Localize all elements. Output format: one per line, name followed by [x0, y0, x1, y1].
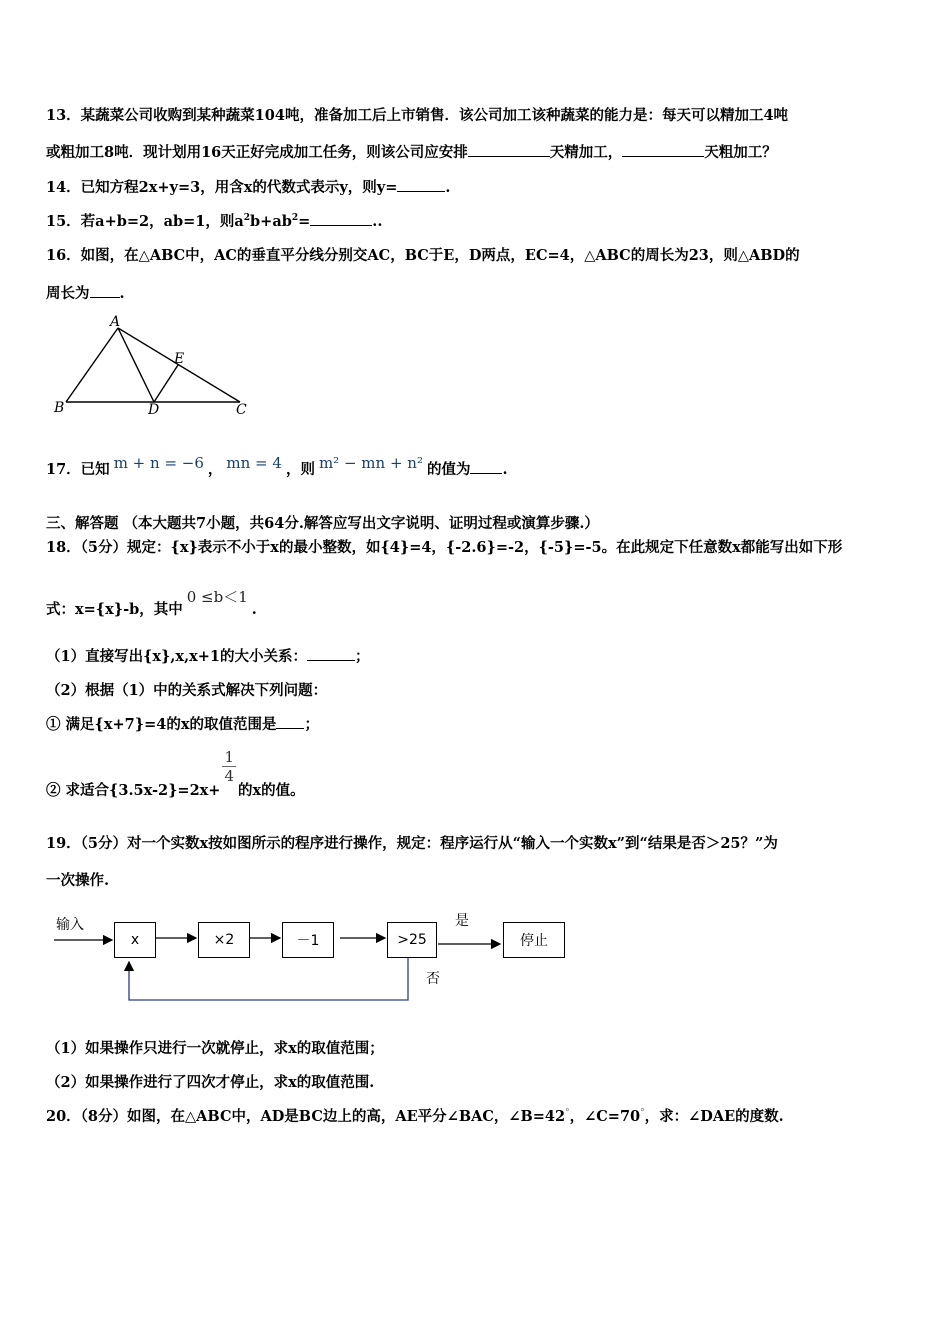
q13-text-b: 天精加工，	[549, 144, 623, 161]
q13-text-a: 或粗加工8吨．现计划用16天正好完成加工任务，则该公司应安排	[46, 144, 468, 161]
label-a: A	[110, 314, 121, 330]
segment-de	[154, 365, 178, 402]
label-d: D	[148, 402, 160, 418]
q18-line2	[46, 588, 257, 619]
q19-line1: 19．（5分）对一个实数x按如图所示的程序进行操作，规定：程序运行从“输入一个实数x”到“结果是否＞25？”为	[46, 835, 778, 852]
q17-math-3: m² − mn + n²	[318, 454, 423, 472]
q16-line1: 16．如图，在△ABC中，AC的垂直平分线分别交AC，BC于E，D两点，EC=4，△ABC的周长为23，则△ABD的	[46, 247, 800, 264]
q16-end: .	[119, 285, 125, 302]
label-e: E	[174, 351, 185, 367]
q15-a: 15．若a+b=2，ab=1，则a	[46, 213, 244, 230]
q14-text: 14．已知方程2x+y=3，用含x的代数式表示y，则y=	[46, 179, 398, 196]
label-c: C	[236, 402, 247, 418]
q18-part2: （2）根据（1）中的关系式解决下列问题：	[46, 682, 328, 699]
q18-part1	[46, 645, 370, 666]
q20-a: 20．（8分）如图，在△ABC中，AD是BC边上的高，AE平分∠BAC，∠B=42	[46, 1108, 566, 1125]
flowchart-no-label: 否	[426, 971, 440, 987]
q17-c: 的值为	[426, 461, 471, 478]
q16-line2	[46, 282, 125, 303]
q18-part2-1	[46, 713, 319, 734]
arrow-loop-back	[129, 958, 408, 1000]
q17-b: ，则	[285, 461, 315, 478]
triangle-figure	[50, 310, 260, 422]
flowchart-input-label: 输入	[56, 917, 84, 933]
q18-part1-end: ；	[355, 648, 370, 665]
q20-degree-2: °	[640, 1108, 645, 1119]
q15-b: b+ab	[250, 213, 292, 230]
q17-blank	[470, 459, 502, 474]
q14-blank	[397, 177, 445, 192]
q17-math-2: mn = 4	[226, 454, 282, 472]
q18-line2-text: 式：x={x}-b，其中	[46, 601, 183, 618]
q15-line: 15．若a+b=2，ab=1，则$a^2b+ab^2=$ ..	[46, 213, 383, 230]
q18-part2-1-blank	[276, 714, 304, 729]
q20-line	[46, 1105, 784, 1126]
q13-line2	[46, 141, 777, 162]
q18-part2-2	[46, 748, 305, 799]
q19-line2: 一次操作.	[46, 872, 110, 889]
section-3-header: 三、解答题 （本大题共7小题，共64分.解答应写出文字说明、证明过程或演算步骤.）	[46, 515, 599, 532]
q20-c: ，求：∠DAE的度数.	[644, 1108, 784, 1125]
q20-b: ，∠C=70	[569, 1108, 641, 1125]
q13-blank-2	[622, 142, 704, 157]
box-x-label: x	[130, 932, 140, 948]
box-times-2-label: ×2	[213, 932, 235, 948]
q17-end: .	[502, 461, 508, 478]
flowchart-box-gt-25	[387, 922, 437, 958]
q17-a: 17．已知	[46, 461, 110, 478]
q15-blank	[310, 211, 372, 226]
q18-part2-1-text: ① 满足{x+7}=4的x的取值范围是	[46, 716, 277, 733]
q19-part1: （1）如果操作只进行一次就停止，求x的取值范围；	[46, 1040, 384, 1057]
q18-inequality: 0 ≤b＜1	[186, 588, 248, 606]
q18-part2-2-end: 的x的值。	[238, 781, 305, 799]
q18-part1-blank	[307, 646, 355, 661]
q15-c: =	[298, 213, 311, 230]
q13-text-c: 天粗加工？	[704, 144, 777, 161]
q17-line	[46, 454, 508, 479]
box-minus-1-label: －1	[296, 933, 320, 949]
fraction-one-quarter	[222, 748, 236, 785]
fraction-denominator: 4	[224, 767, 234, 785]
q14-end: .	[445, 179, 451, 196]
q18-part2-2-text: ② 求适合{3.5x-2}=2x+	[46, 781, 221, 799]
flowchart-yes-label: 是	[455, 913, 469, 929]
q16-text: 周长为	[46, 285, 90, 302]
q18-line2-end: .	[251, 601, 257, 618]
q17-sep: ，	[207, 461, 223, 478]
q20-degree-1: °	[565, 1108, 570, 1119]
flowchart-box-times-2	[198, 922, 250, 958]
q18-part1-text: （1）直接写出{x},x,x+1的大小关系：	[46, 648, 308, 665]
q17-math-1: m + n = −6	[113, 454, 204, 472]
flowchart-box-minus-1	[282, 922, 334, 958]
flowchart-box-x	[114, 922, 156, 958]
box-stop-label: 停止	[520, 933, 548, 949]
q15-end: ..	[372, 213, 383, 230]
q16-blank	[90, 283, 120, 298]
box-gt-25-label: >25	[397, 932, 427, 948]
q13-line1: 13．某蔬菜公司收购到某种蔬菜104吨，准备加工后上市销售．该公司加工该种蔬菜的能力是：每天可以精加工4吨	[46, 107, 789, 124]
label-b: B	[54, 400, 65, 416]
side-ab	[66, 328, 118, 402]
q13-blank-1	[468, 142, 550, 157]
q14-line	[46, 176, 450, 197]
q19-part2: （2）如果操作进行了四次才停止，求x的取值范围.	[46, 1074, 375, 1091]
q18-part2-1-end: ；	[304, 716, 319, 733]
flowchart-box-stop	[503, 922, 565, 958]
fraction-numerator: 1	[224, 748, 234, 766]
q18-line1: 18．（5分）规定：{x}表示不小于x的最小整数，如{4}=4，{-2.6}=-2，{-5}=-5。在此规定下任意数x都能写出如下形	[46, 539, 843, 556]
